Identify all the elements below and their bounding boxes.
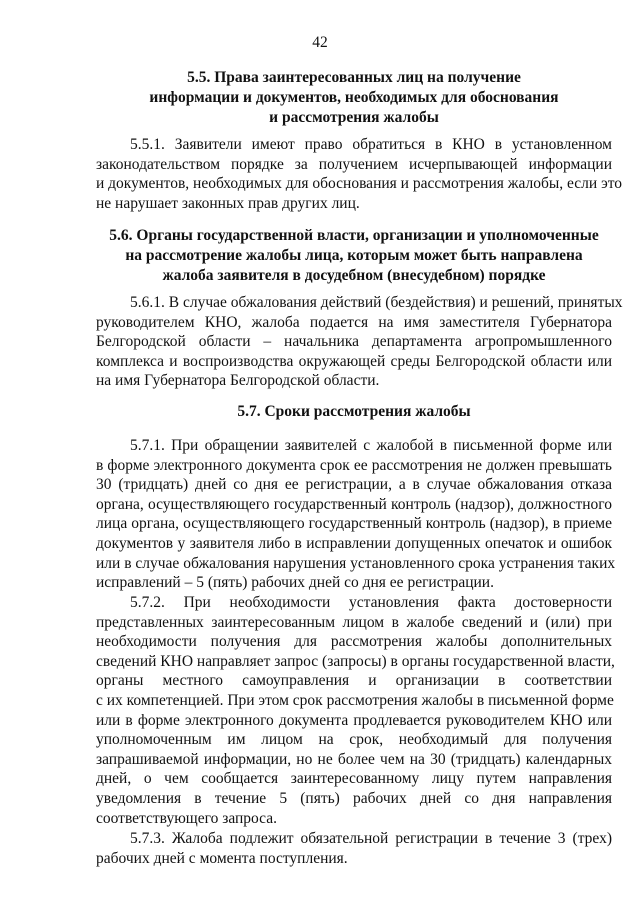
- heading-line: жалоба заявителя в досудебном (внесудебном) порядке: [162, 267, 546, 284]
- text-line: органа, осуществляющего государственный контроль (надзор), должностного: [96, 495, 612, 513]
- text-line: сведений КНО направляет запрос (запросы) в органы государственной власти,: [96, 652, 615, 670]
- text-line: дней, о чем сообщается заинтересованному лицу путем направления: [96, 770, 612, 788]
- paragraph-5-6-1: [96, 293, 623, 391]
- text-line: лица органа, осуществляющего государственный контроль (надзор), в приеме: [96, 515, 612, 533]
- text-line: или в случае обжалования нарушения установленного срока устранения таких: [96, 554, 616, 572]
- section-5-5-heading: [96, 68, 612, 128]
- text-line: 5.6.1. В случае обжалования действий (бездействия) и решений, принятых: [130, 294, 623, 311]
- heading-line: 5.5. Права заинтересованных лиц на получение: [187, 69, 521, 86]
- text-line: 5.7.2. При необходимости установления факта достоверности: [130, 594, 612, 611]
- text-line: документов у заявителя либо в исправлении допущенных опечаток и ошибок: [96, 534, 612, 552]
- text-line: соответствующего запроса.: [96, 809, 278, 827]
- paragraph-5-7-1: [96, 436, 616, 593]
- text-line: и документов, необходимых для обоснования и рассмотрения жалобы, если это: [96, 175, 623, 193]
- text-line: 5.5.1. Заявители имеют право обратиться в КНО в установленном: [130, 136, 612, 153]
- text-line: 5.7.3. Жалоба подлежит обязательной регистрации в течение 3 (трех): [130, 830, 612, 847]
- text-line: не нарушает законных прав других лиц.: [96, 194, 360, 212]
- section-5-7-heading: [96, 402, 612, 422]
- heading-line: информации и документов, необходимых для обоснования: [149, 89, 559, 106]
- text-line: или в форме электронного документа продлевается руководителем КНО или: [96, 711, 612, 729]
- text-line: комплекса и воспроизводства окружающей среды Белгородской области или: [96, 352, 612, 370]
- text-line: в форме электронного документа срок ее рассмотрения не должен превышать: [96, 456, 612, 474]
- heading-line: и рассмотрения жалобы: [269, 109, 439, 126]
- text-line: 30 (тридцать) дней со дня ее регистрации, а в случае обжалования отказа: [96, 476, 612, 494]
- paragraph-5-7-2: [96, 593, 615, 828]
- text-line: рабочих дней с момента поступления.: [96, 849, 348, 867]
- text-line: с их компетенцией. При этом срок рассмотрения жалобы в письменной форме: [96, 691, 614, 709]
- text-line: Белгородской области – начальника департамента агропромышленного: [96, 333, 612, 351]
- text-line: уведомления в течение 5 (пять) рабочих дней со дня направления: [96, 789, 612, 807]
- text-line: необходимости получения для рассмотрения жалобы дополнительных: [96, 633, 612, 651]
- text-line: 5.7.1. При обращении заявителей с жалобой в письменной форме или: [130, 437, 612, 454]
- heading-line: 5.7. Сроки рассмотрения жалобы: [237, 403, 471, 420]
- text-line: исправлений – 5 (пять) рабочих дней со дня ее регистрации.: [96, 574, 494, 592]
- text-line: представленных заинтересованным лицом в жалобе сведений и (или) при: [96, 613, 612, 631]
- section-5-6-heading: [96, 226, 612, 286]
- text-line: органы местного самоуправления и организации в соответствии: [96, 672, 612, 690]
- text-line: законодательством порядке за получением исчерпывающей информации: [96, 155, 612, 173]
- text-line: руководителем КНО, жалоба подается на имя заместителя Губернатора: [96, 313, 612, 331]
- heading-line: 5.6. Органы государственной власти, организации и уполномоченные: [109, 227, 599, 244]
- text-line: на имя Губернатора Белгородской области.: [96, 372, 380, 390]
- text-line: запрашиваемой информации, но не более чем на 30 (тридцать) календарных: [96, 750, 612, 768]
- text-line: уполномоченным им лицом на срок, необходимый для получения: [96, 731, 612, 749]
- heading-line: на рассмотрение жалобы лица, которым может быть направлена: [125, 247, 583, 264]
- page-number: 42: [312, 34, 328, 51]
- paragraph-5-5-1: [96, 135, 623, 213]
- paragraph-5-7-3: [96, 829, 612, 868]
